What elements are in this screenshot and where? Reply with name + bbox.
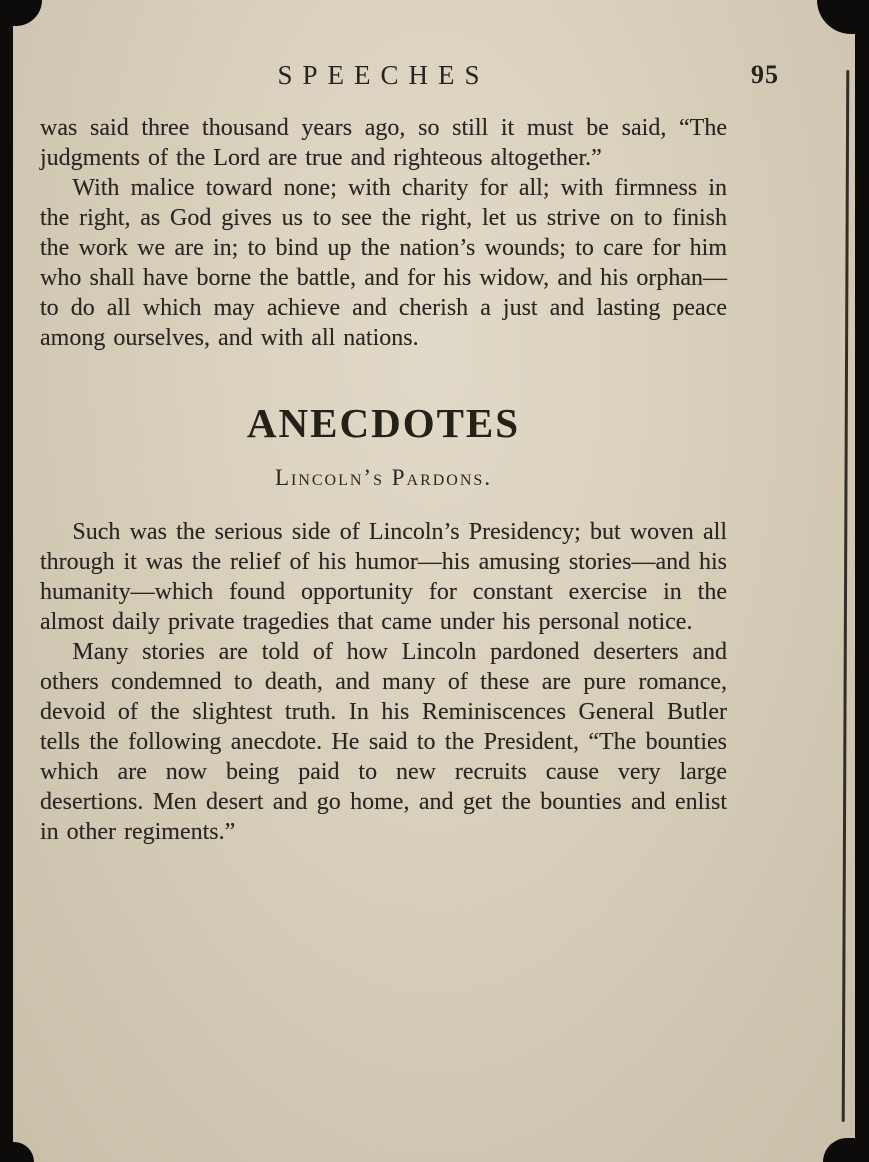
running-title: SPEECHES: [277, 60, 490, 90]
scan-corner-bottom-left: [0, 1142, 34, 1162]
scan-crease-line: [842, 70, 850, 1122]
body-paragraph: was said three thousand years ago, so still it must be said, “The judgments of the Lord are true and righteous altogether.”: [40, 115, 727, 171]
section-subheading: Lincoln’s Pardons.: [274, 465, 493, 490]
body-paragraph: Many stories are told of how Lincoln pardoned deserters and others condemned to death, and many of these are pure romance, devoid of the slightest truth. In his Reminiscences General Butler tells the following anecdote. He said to the President, “The bounties which are now being paid to new recruits cause very large desertions. Men desert and go home, and get the bounties and enlist in other regiments.”: [40, 639, 727, 845]
scan-edge-left: [0, 0, 13, 1162]
scan-corner-top-left: [0, 0, 42, 26]
scan-corner-top-right: [817, 0, 869, 34]
scan-corner-bottom-right: [823, 1138, 869, 1162]
page-content: [40, 60, 779, 847]
page-header: [40, 60, 779, 91]
scan-edge-right: [855, 0, 869, 1162]
page-number: 95: [751, 60, 779, 89]
body-paragraph: Such was the serious side of Lincoln’s Presidency; but woven all through it was the relief of his humor—his amusing stories—and his humanity—which found opportunity for constant exercise in the almost daily private tragedies that came under his personal notice.: [40, 519, 727, 635]
section-heading: ANECDOTES: [246, 400, 521, 446]
body-paragraph: With malice toward none; with charity for all; with firmness in the right, as God gives us to see the right, let us strive on to finish the work we are in; to bind up the nation’s wounds; to care for him who shall have borne the battle, and for his widow, and his orphan—to do all which may achieve and cherish a just and lasting peace among ourselves, and with all nations.: [40, 175, 727, 351]
